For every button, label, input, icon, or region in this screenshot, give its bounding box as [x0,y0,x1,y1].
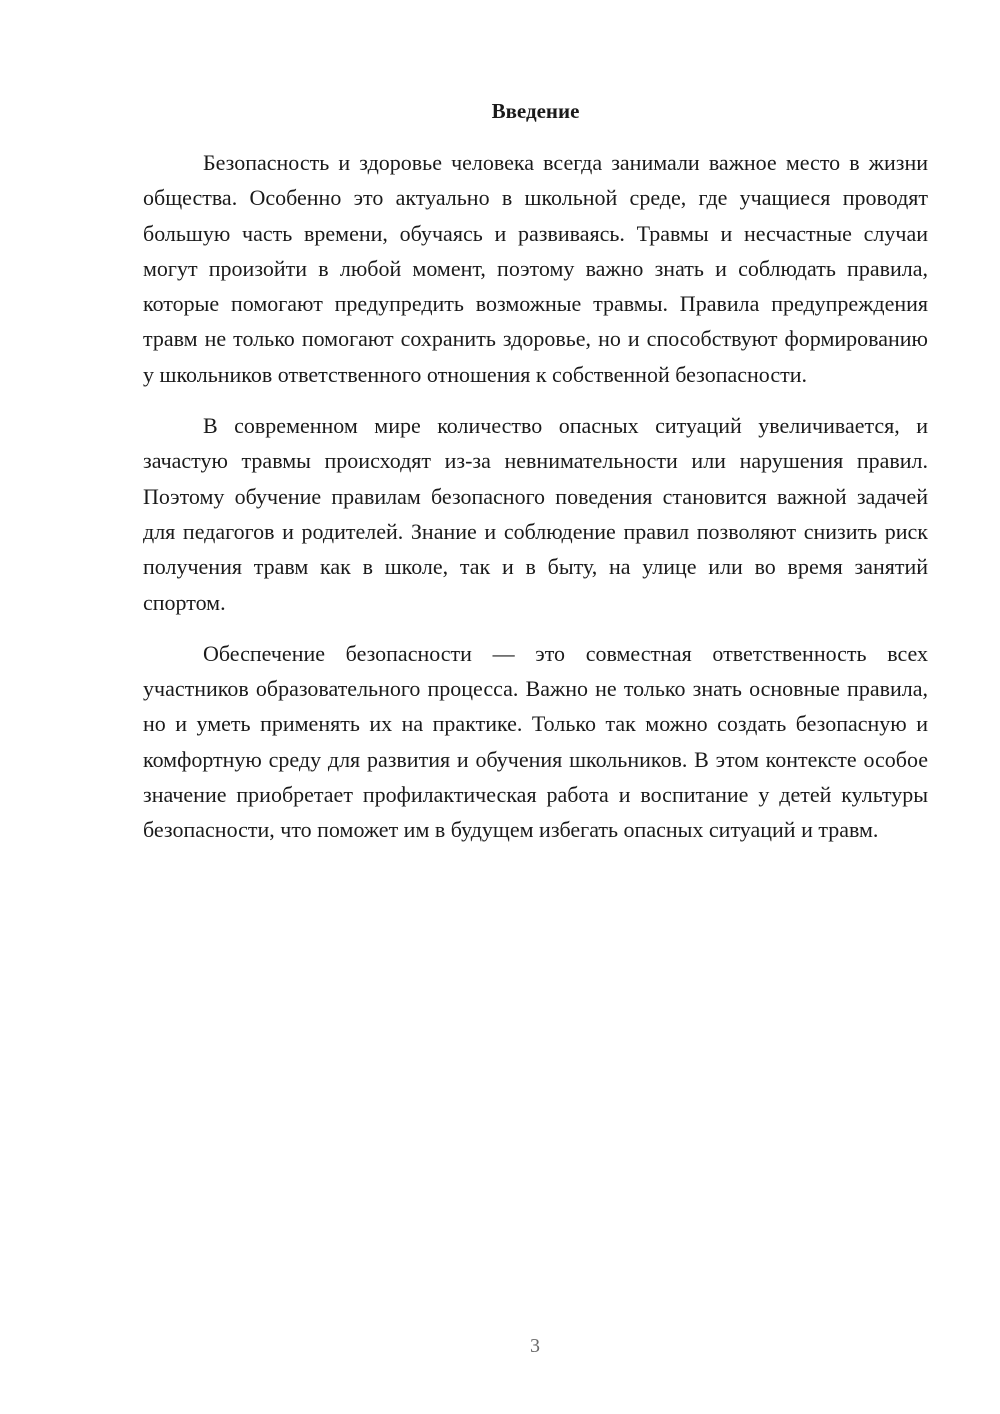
paragraph-2: В современном мире количество опасных ситуаций увеличивается, и зачастую травмы происходят из-за невнимательности или нарушения правил. Поэтому обучение правилам безопасного поведения становится важной задачей для педагогов и родителей. Знание и соблюдение правил позволяют снизить риск получения травм как в школе, так и в быту, на улице или во время занятий спортом. [143,413,928,615]
page-body [143,97,928,848]
paragraph-3: Обеспечение безопасности — это совместная ответственность всех участников образовательного процесса. Важно не только знать основные правила, но и уметь применять их на практике. Только так можно создать безопасную и комфортную среду для развития и обучения школьников. В этом контексте особое значение приобретает профилактическая работа и воспитание у детей культуры безопасности, что поможет им в будущем избегать опасных ситуаций и травм. [143,640,928,843]
page-number: 3 [530,1335,540,1357]
section-heading: Введение [491,99,580,123]
paragraph-1: Безопасность и здоровье человека всегда занимали важное место в жизни общества. Особенно это актуально в школьной среде, где учащиеся проводят большую часть времени, обучаясь и развиваясь. Травмы и несчастные случаи могут произойти в любой момент, поэтому важно знать и соблюдать правила, которые помогают предупредить возможные травмы. Правила предупреждения травм не только помогают сохранить здоровье, но и способствуют формированию у школьников ответственного отношения к собственной безопасности. [143,150,928,387]
